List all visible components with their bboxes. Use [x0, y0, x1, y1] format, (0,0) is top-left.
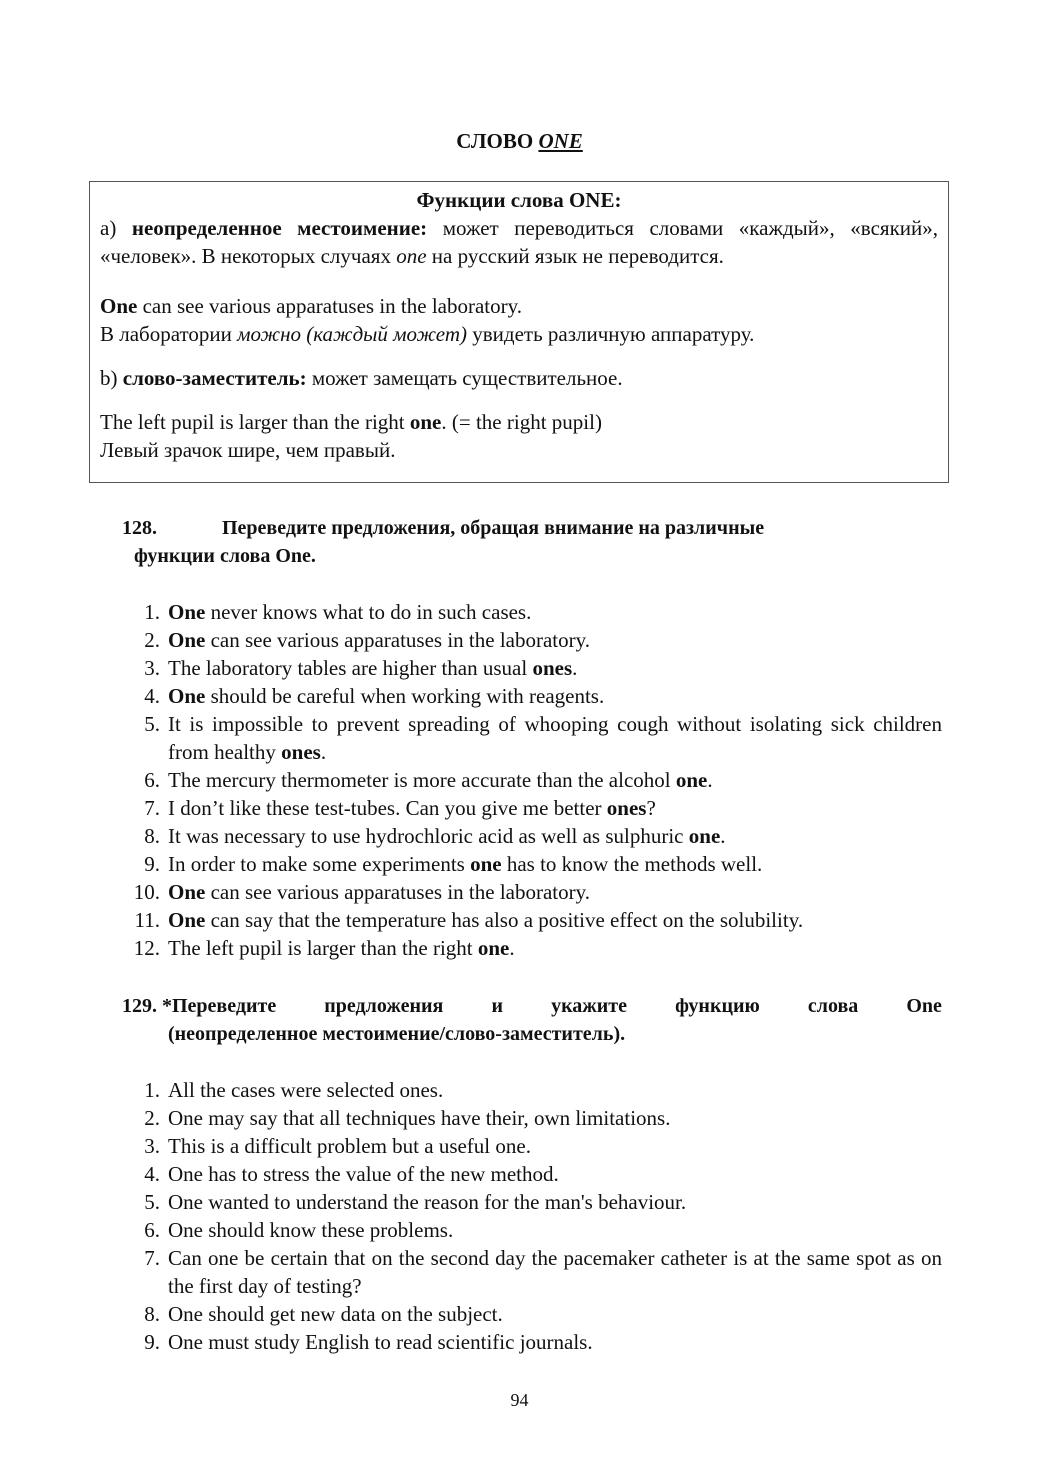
- list-item: [122, 1244, 942, 1300]
- exercise-129-line-2: (неопределенное местоимение/слово-заместитель).: [168, 1023, 626, 1045]
- exercise-129-list: [122, 1076, 942, 1356]
- item-number: 1.: [144, 600, 160, 624]
- item-number: 12.: [133, 936, 160, 960]
- list-item: [122, 1300, 942, 1328]
- item-post: .: [572, 656, 578, 680]
- heading-word: 129. *Переведите: [122, 995, 277, 1017]
- list-item: [122, 682, 942, 710]
- list-item: [122, 822, 942, 850]
- item-number: 1.: [144, 1078, 160, 1102]
- item-text: [168, 822, 942, 850]
- exercise-129-heading: [122, 992, 942, 1048]
- functions-box: [89, 181, 949, 483]
- a-italic: one: [396, 244, 427, 268]
- item-number: 3.: [144, 1134, 160, 1158]
- item-text: One wanted to understand the reason for the man's behaviour.: [168, 1190, 687, 1214]
- item-text: Can one be certain that on the second day the pacemaker catheter is at the same spot as on the first day of testing?: [168, 1246, 942, 1298]
- item-bold: one: [477, 936, 510, 960]
- item-pre: In order to make some experiments: [168, 852, 471, 876]
- ex1-ru-italic: можно (каждый может): [237, 322, 467, 346]
- item-bold: ones: [532, 656, 573, 680]
- exercise-128-number: 128.: [122, 517, 157, 539]
- item-text: [168, 766, 942, 794]
- list-item: [122, 598, 942, 626]
- item-number: 8.: [144, 824, 160, 848]
- item-text: [168, 626, 942, 654]
- page-title: [0, 127, 1039, 155]
- list-item: [122, 1328, 942, 1356]
- item-pre: The left pupil is larger than the right: [168, 936, 478, 960]
- item-text: [168, 598, 942, 626]
- page-number: 94: [510, 1390, 529, 1410]
- item-post: .: [707, 768, 713, 792]
- example-2-en: [100, 408, 938, 436]
- ex1-bold: One: [100, 294, 138, 318]
- list-item: [122, 1216, 942, 1244]
- item-post: has to know the methods well.: [501, 852, 763, 876]
- item-pre: The mercury thermometer is more accurate than the alcohol: [168, 768, 676, 792]
- item-text: [168, 934, 942, 962]
- example-1-ru: [100, 320, 938, 348]
- item-number: 6.: [144, 768, 160, 792]
- b-term: слово-заместитель:: [122, 366, 307, 390]
- item-text: All the cases were selected ones.: [168, 1078, 444, 1102]
- ex2-1: The left pupil is larger than the right: [100, 410, 410, 434]
- item-number: 4.: [144, 684, 160, 708]
- item-number: 10.: [133, 880, 160, 904]
- item-text: [168, 906, 942, 934]
- heading-word: слова: [807, 995, 859, 1017]
- exercise-128-line-1: Переведите предложения, обращая внимание на различные: [222, 517, 765, 539]
- item-text: One may say that all techniques have their, own limitations.: [168, 1106, 671, 1130]
- item-bold: One: [168, 908, 206, 932]
- list-item: [122, 626, 942, 654]
- item-post: should be careful when working with reagents.: [205, 684, 605, 708]
- item-post: .: [509, 936, 515, 960]
- item-text: [168, 878, 942, 906]
- item-text: One must study English to read scientific journals.: [168, 1330, 593, 1354]
- b-text: может замещать существительное.: [306, 366, 623, 390]
- list-item: [122, 878, 942, 906]
- exercise-129-line-1: [122, 992, 942, 1020]
- item-bold: One: [168, 880, 206, 904]
- item-number: 7.: [144, 796, 160, 820]
- item-bold: one: [688, 824, 721, 848]
- list-item: [122, 710, 942, 766]
- list-item: [122, 906, 942, 934]
- item-number: 7.: [144, 1246, 160, 1270]
- item-bold: one: [470, 852, 502, 876]
- item-pre: I don’t like these test-tubes. Can you give me better: [168, 796, 607, 820]
- item-text: [168, 682, 942, 710]
- item-number: 8.: [144, 1302, 160, 1326]
- ex1-ru-2: увидеть различную аппаратуру.: [467, 322, 755, 346]
- item-bold: one: [675, 768, 708, 792]
- item-number: 5.: [144, 1190, 160, 1214]
- title-prefix: СЛОВО: [456, 129, 539, 153]
- box-heading: Функции слова ONE:: [416, 188, 622, 212]
- item-number: 5.: [144, 712, 160, 736]
- function-b: [100, 364, 938, 392]
- item-number: 2.: [144, 628, 160, 652]
- exercise-128-list: [122, 598, 942, 962]
- exercise-128-heading: [122, 514, 942, 570]
- item-post: ?: [646, 796, 656, 820]
- heading-word: укажите: [551, 995, 628, 1017]
- heading-word: и: [491, 995, 503, 1017]
- a-prefix: а): [100, 216, 132, 240]
- item-text: One has to stress the value of the new method.: [168, 1162, 559, 1186]
- title-word: ONE: [538, 129, 583, 153]
- list-item: [122, 794, 942, 822]
- function-a: [100, 214, 938, 270]
- item-pre: It is impossible to prevent spreading of whooping cough without isolating sick children from healthy: [168, 712, 942, 764]
- item-text: One should know these problems.: [168, 1218, 454, 1242]
- list-item: [122, 1104, 942, 1132]
- item-bold: ones: [281, 740, 321, 764]
- item-text: [168, 654, 942, 682]
- item-number: 2.: [144, 1106, 160, 1130]
- item-text: This is a difficult problem but a useful one.: [168, 1134, 531, 1158]
- heading-word: предложения: [324, 995, 444, 1017]
- a-text-1: может переводиться словами «каждый», «всякий», «человек». В некоторых случаях: [100, 216, 938, 268]
- item-text: One should get new data on the subject.: [168, 1302, 503, 1326]
- exercise-128-line-2: функции слова One.: [134, 545, 316, 567]
- item-text: [168, 710, 942, 766]
- item-text: [168, 794, 942, 822]
- item-bold: One: [168, 684, 206, 708]
- item-bold: ones: [606, 796, 647, 820]
- item-number: 9.: [144, 1330, 160, 1354]
- item-number: 6.: [144, 1218, 160, 1242]
- list-item: [122, 1160, 942, 1188]
- item-text: [168, 850, 942, 878]
- item-pre: It was necessary to use hydrochloric acid as well as sulphuric: [168, 824, 689, 848]
- list-item: [122, 934, 942, 962]
- item-bold: One: [168, 600, 206, 624]
- a-text-2: на русский язык не переводится.: [426, 244, 724, 268]
- heading-word: One: [906, 995, 942, 1017]
- heading-word: функцию: [675, 995, 760, 1017]
- item-post: can see various apparatuses in the laboratory.: [205, 628, 590, 652]
- ex1-ru-1: В лаборатории: [100, 322, 238, 346]
- list-item: [122, 766, 942, 794]
- item-post: never knows what to do in such cases.: [205, 600, 532, 624]
- item-post: .: [720, 824, 726, 848]
- list-item: [122, 850, 942, 878]
- example-2-ru: Левый зрачок шире, чем правый.: [100, 438, 396, 462]
- item-number: 3.: [144, 656, 160, 680]
- item-bold: One: [168, 628, 206, 652]
- ex2-2: . (= the right pupil): [441, 410, 602, 434]
- list-item: [122, 654, 942, 682]
- item-number: 9.: [144, 852, 160, 876]
- item-number: 4.: [144, 1162, 160, 1186]
- item-post: can see various apparatuses in the laboratory.: [205, 880, 590, 904]
- ex1-text: can see various apparatuses in the laboratory.: [137, 294, 522, 318]
- item-post: can say that the temperature has also a positive effect on the solubility.: [205, 908, 804, 932]
- example-1-en: [100, 292, 938, 320]
- list-item: [122, 1132, 942, 1160]
- item-post: .: [320, 740, 327, 764]
- b-prefix: b): [100, 366, 123, 390]
- item-number: 11.: [134, 908, 160, 932]
- item-pre: The laboratory tables are higher than usual: [168, 656, 533, 680]
- list-item: [122, 1188, 942, 1216]
- a-term: неопределенное местоимение:: [131, 216, 428, 240]
- list-item: [122, 1076, 942, 1104]
- ex2-bold: one: [409, 410, 442, 434]
